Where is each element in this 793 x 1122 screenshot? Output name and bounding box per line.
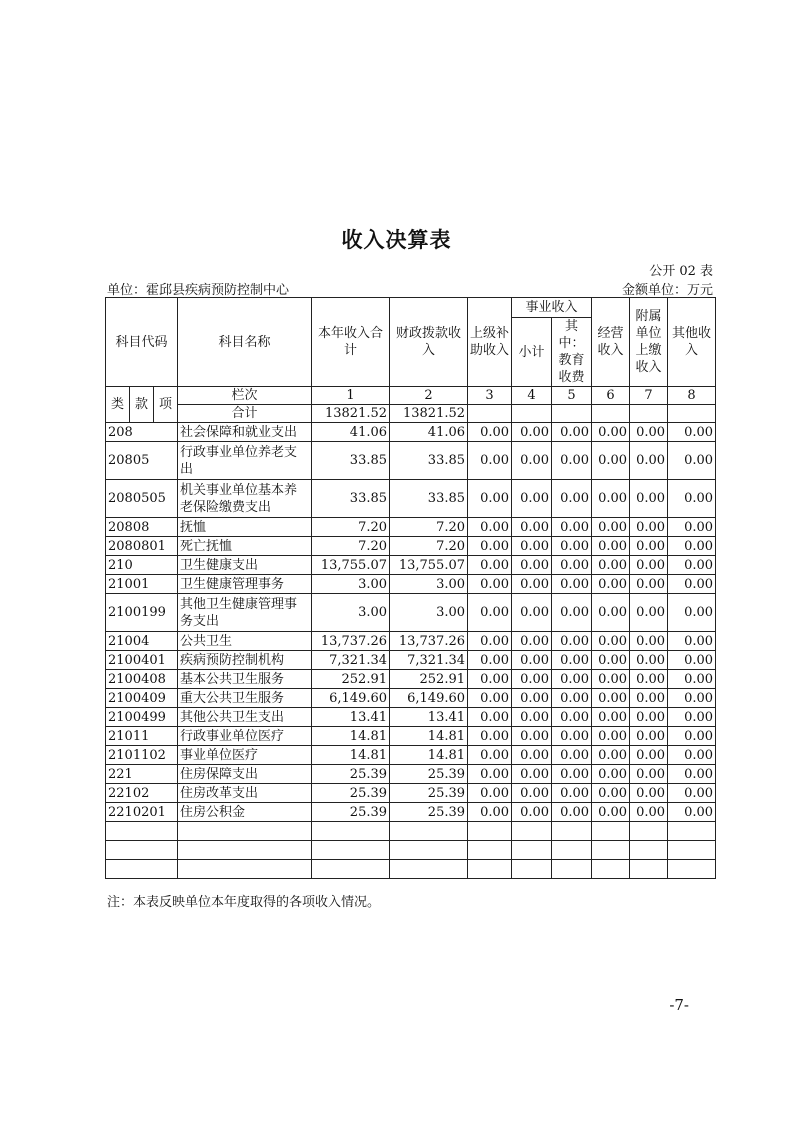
- table-row: [106, 442, 716, 480]
- row-code: 2210201: [106, 803, 178, 822]
- row-value: 0.00: [592, 537, 630, 556]
- table-row: [106, 651, 716, 670]
- empty-cell: [390, 841, 468, 860]
- empty-cell: [178, 841, 312, 860]
- row-value: 33.85: [312, 442, 390, 480]
- row-value: 14.81: [312, 727, 390, 746]
- header-business-income: 事业收入: [512, 298, 592, 318]
- row-value: 0.00: [668, 518, 716, 537]
- row-value: 0.00: [668, 708, 716, 727]
- row-value: 0.00: [630, 480, 668, 518]
- row-value: 0.00: [592, 784, 630, 803]
- column-number: 6: [592, 387, 630, 405]
- empty-cell: [106, 822, 178, 841]
- row-name: 行政事业单位医疗: [178, 727, 312, 746]
- empty-cell: [106, 841, 178, 860]
- row-name: 公共卫生: [178, 632, 312, 651]
- row-value: 0.00: [468, 556, 512, 575]
- row-value: 0.00: [630, 765, 668, 784]
- row-value: 0.00: [592, 480, 630, 518]
- row-value: 0.00: [468, 442, 512, 480]
- row-name: 住房保障支出: [178, 765, 312, 784]
- row-value: 3.00: [390, 594, 468, 632]
- row-value: 41.06: [390, 423, 468, 442]
- table-row: [106, 423, 716, 442]
- row-value: 0.00: [468, 537, 512, 556]
- row-value: 13,755.07: [312, 556, 390, 575]
- row-value: 0.00: [512, 708, 552, 727]
- empty-cell: [390, 822, 468, 841]
- empty-cell: [512, 841, 552, 860]
- row-value: 0.00: [668, 423, 716, 442]
- row-value: 0.00: [468, 746, 512, 765]
- row-value: 13.41: [312, 708, 390, 727]
- row-value: 0.00: [512, 727, 552, 746]
- empty-cell: [592, 860, 630, 879]
- row-name: 其他卫生健康管理事务支出: [178, 594, 312, 632]
- header-lei: 类: [106, 387, 130, 423]
- row-value: 0.00: [592, 632, 630, 651]
- row-value: 0.00: [668, 556, 716, 575]
- row-name: 其他公共卫生支出: [178, 708, 312, 727]
- row-value: 0.00: [630, 556, 668, 575]
- row-value: 0.00: [630, 746, 668, 765]
- row-value: 14.81: [312, 746, 390, 765]
- blank-row: [106, 860, 716, 879]
- row-value: 7.20: [390, 537, 468, 556]
- row-value: 0.00: [592, 518, 630, 537]
- row-value: 0.00: [552, 651, 592, 670]
- empty-cell: [468, 405, 512, 423]
- header-xiang: 项: [154, 387, 178, 423]
- empty-cell: [178, 822, 312, 841]
- form-number: 公开 02 表: [649, 264, 713, 279]
- column-number: 7: [630, 387, 668, 405]
- row-value: 0.00: [512, 594, 552, 632]
- row-value: 0.00: [592, 575, 630, 594]
- row-value: 0.00: [468, 632, 512, 651]
- table-row: [106, 556, 716, 575]
- row-value: 0.00: [592, 746, 630, 765]
- row-value: 0.00: [668, 594, 716, 632]
- row-value: 7,321.34: [312, 651, 390, 670]
- row-value: 0.00: [512, 423, 552, 442]
- blank-row: [106, 822, 716, 841]
- row-value: 0.00: [592, 556, 630, 575]
- row-value: 0.00: [512, 537, 552, 556]
- row-value: 13,755.07: [390, 556, 468, 575]
- row-value: 0.00: [668, 632, 716, 651]
- empty-cell: [668, 822, 716, 841]
- row-value: 7.20: [312, 537, 390, 556]
- row-value: 0.00: [512, 765, 552, 784]
- row-value: 7,321.34: [390, 651, 468, 670]
- row-value: 0.00: [630, 670, 668, 689]
- header-fiscal: 财政拨款收入: [390, 298, 468, 387]
- row-value: 0.00: [468, 708, 512, 727]
- empty-cell: [468, 822, 512, 841]
- amount-unit-label: 金额单位：万元: [621, 283, 713, 298]
- row-value: 0.00: [592, 423, 630, 442]
- empty-cell: [552, 841, 592, 860]
- row-value: 14.81: [390, 727, 468, 746]
- header-subtotal: 小计: [512, 318, 552, 387]
- table-row: [106, 746, 716, 765]
- row-value: 0.00: [552, 765, 592, 784]
- row-value: 0.00: [630, 575, 668, 594]
- row-value: 0.00: [668, 575, 716, 594]
- row-name: 事业单位医疗: [178, 746, 312, 765]
- row-code: 2080801: [106, 537, 178, 556]
- row-name: 重大公共卫生服务: [178, 689, 312, 708]
- row-value: 0.00: [630, 442, 668, 480]
- row-value: 0.00: [552, 803, 592, 822]
- row-code: 2101102: [106, 746, 178, 765]
- row-value: 0.00: [512, 518, 552, 537]
- row-value: 0.00: [592, 651, 630, 670]
- column-number: 5: [552, 387, 592, 405]
- empty-cell: [178, 860, 312, 879]
- empty-cell: [512, 405, 552, 423]
- row-value: 0.00: [552, 442, 592, 480]
- header-upper-subsidy: 上级补助收入: [468, 298, 512, 387]
- row-code: 2100499: [106, 708, 178, 727]
- row-value: 0.00: [512, 670, 552, 689]
- row-code: 21001: [106, 575, 178, 594]
- row-code: 20808: [106, 518, 178, 537]
- row-code: 2100409: [106, 689, 178, 708]
- row-value: 7.20: [312, 518, 390, 537]
- empty-cell: [312, 822, 390, 841]
- empty-cell: [468, 860, 512, 879]
- row-value: 0.00: [512, 784, 552, 803]
- row-value: 0.00: [630, 651, 668, 670]
- row-value: 0.00: [668, 442, 716, 480]
- row-value: 0.00: [512, 556, 552, 575]
- row-value: 0.00: [592, 803, 630, 822]
- row-value: 0.00: [630, 708, 668, 727]
- row-value: 0.00: [468, 803, 512, 822]
- row-value: 0.00: [468, 594, 512, 632]
- header-operating: 经营收入: [592, 298, 630, 387]
- row-value: 0.00: [512, 746, 552, 765]
- row-value: 14.81: [390, 746, 468, 765]
- row-code: 2100401: [106, 651, 178, 670]
- table-row: [106, 594, 716, 632]
- row-code: 221: [106, 765, 178, 784]
- table-row: [106, 575, 716, 594]
- row-value: 25.39: [312, 803, 390, 822]
- row-name: 疾病预防控制机构: [178, 651, 312, 670]
- row-value: 0.00: [512, 651, 552, 670]
- column-number: 2: [390, 387, 468, 405]
- empty-cell: [390, 860, 468, 879]
- empty-cell: [552, 822, 592, 841]
- row-name: 卫生健康支出: [178, 556, 312, 575]
- empty-cell: [592, 822, 630, 841]
- empty-cell: [312, 841, 390, 860]
- empty-cell: [668, 841, 716, 860]
- row-value: 0.00: [592, 670, 630, 689]
- empty-cell: [552, 405, 592, 423]
- row-value: 33.85: [312, 480, 390, 518]
- total-label: 合计: [178, 405, 312, 423]
- row-value: 0.00: [552, 784, 592, 803]
- table-row: [106, 784, 716, 803]
- income-table: [105, 297, 716, 879]
- row-value: 0.00: [552, 708, 592, 727]
- row-value: 0.00: [668, 651, 716, 670]
- row-value: 0.00: [668, 689, 716, 708]
- table-row: [106, 632, 716, 651]
- header-name: 科目名称: [178, 298, 312, 387]
- row-value: 0.00: [552, 746, 592, 765]
- empty-cell: [468, 841, 512, 860]
- header-code: 科目代码: [106, 298, 178, 387]
- row-value: 6,149.60: [390, 689, 468, 708]
- total-value: 13821.52: [312, 405, 390, 423]
- table-row: [106, 518, 716, 537]
- row-name: 社会保障和就业支出: [178, 423, 312, 442]
- header-column-index-label: 栏次: [178, 387, 312, 405]
- column-number: 8: [668, 387, 716, 405]
- row-value: 0.00: [592, 442, 630, 480]
- row-value: 3.00: [390, 575, 468, 594]
- column-number: 3: [468, 387, 512, 405]
- empty-cell: [630, 405, 668, 423]
- row-value: 41.06: [312, 423, 390, 442]
- row-value: 25.39: [390, 784, 468, 803]
- row-name: 住房改革支出: [178, 784, 312, 803]
- row-value: 33.85: [390, 442, 468, 480]
- row-value: 0.00: [592, 765, 630, 784]
- total-value: 13821.52: [390, 405, 468, 423]
- row-value: 0.00: [630, 537, 668, 556]
- row-value: 6,149.60: [312, 689, 390, 708]
- empty-cell: [312, 860, 390, 879]
- row-value: 3.00: [312, 575, 390, 594]
- page-number: -7-: [669, 996, 689, 1014]
- row-value: 0.00: [630, 594, 668, 632]
- empty-cell: [512, 822, 552, 841]
- row-value: 0.00: [512, 480, 552, 518]
- row-value: 25.39: [312, 784, 390, 803]
- row-value: 0.00: [630, 689, 668, 708]
- empty-cell: [552, 860, 592, 879]
- row-value: 25.39: [312, 765, 390, 784]
- row-name: 住房公积金: [178, 803, 312, 822]
- row-value: 0.00: [512, 689, 552, 708]
- row-value: 25.39: [390, 765, 468, 784]
- row-value: 7.20: [390, 518, 468, 537]
- row-value: 0.00: [552, 518, 592, 537]
- row-value: 0.00: [552, 480, 592, 518]
- row-code: 20805: [106, 442, 178, 480]
- row-value: 0.00: [668, 480, 716, 518]
- empty-cell: [668, 405, 716, 423]
- row-value: 0.00: [592, 689, 630, 708]
- table-row: [106, 727, 716, 746]
- row-name: 行政事业单位养老支出: [178, 442, 312, 480]
- empty-cell: [512, 860, 552, 879]
- row-value: 0.00: [552, 594, 592, 632]
- table-row: [106, 537, 716, 556]
- row-code: 22102: [106, 784, 178, 803]
- row-value: 252.91: [312, 670, 390, 689]
- row-value: 13,737.26: [312, 632, 390, 651]
- row-value: 0.00: [512, 803, 552, 822]
- row-value: 0.00: [468, 727, 512, 746]
- row-value: 0.00: [630, 423, 668, 442]
- empty-cell: [668, 860, 716, 879]
- row-value: 0.00: [668, 784, 716, 803]
- row-value: 0.00: [630, 784, 668, 803]
- row-value: 0.00: [668, 727, 716, 746]
- column-number: 4: [512, 387, 552, 405]
- row-code: 2100199: [106, 594, 178, 632]
- row-value: 25.39: [390, 803, 468, 822]
- row-value: 0.00: [668, 746, 716, 765]
- row-name: 机关事业单位基本养老保险缴费支出: [178, 480, 312, 518]
- header-total-income: 本年收入合计: [312, 298, 390, 387]
- table-row: [106, 708, 716, 727]
- row-value: 0.00: [552, 632, 592, 651]
- empty-cell: [630, 822, 668, 841]
- row-value: 0.00: [592, 594, 630, 632]
- table-row: [106, 480, 716, 518]
- row-value: 13,737.26: [390, 632, 468, 651]
- empty-cell: [592, 405, 630, 423]
- row-name: 死亡抚恤: [178, 537, 312, 556]
- row-value: 0.00: [552, 537, 592, 556]
- row-value: 0.00: [630, 803, 668, 822]
- header-edu-fee: 其中：教育收费: [552, 318, 592, 387]
- row-value: 3.00: [312, 594, 390, 632]
- row-value: 0.00: [468, 423, 512, 442]
- row-value: 0.00: [512, 442, 552, 480]
- table-row: [106, 670, 716, 689]
- row-value: 0.00: [552, 727, 592, 746]
- empty-cell: [106, 860, 178, 879]
- row-value: 0.00: [468, 575, 512, 594]
- row-value: 0.00: [552, 670, 592, 689]
- row-value: 13.41: [390, 708, 468, 727]
- row-value: 0.00: [668, 670, 716, 689]
- row-code: 2080505: [106, 480, 178, 518]
- row-code: 2100408: [106, 670, 178, 689]
- unit-label: 单位：霍邱县疾病预防控制中心: [107, 283, 290, 298]
- row-value: 0.00: [468, 670, 512, 689]
- row-value: 0.00: [512, 575, 552, 594]
- blank-row: [106, 841, 716, 860]
- row-value: 0.00: [468, 784, 512, 803]
- row-value: 0.00: [592, 727, 630, 746]
- row-value: 0.00: [468, 689, 512, 708]
- row-value: 0.00: [512, 632, 552, 651]
- row-value: 0.00: [552, 689, 592, 708]
- row-value: 0.00: [552, 575, 592, 594]
- row-name: 抚恤: [178, 518, 312, 537]
- row-code: 210: [106, 556, 178, 575]
- row-value: 33.85: [390, 480, 468, 518]
- row-value: 0.00: [552, 556, 592, 575]
- row-value: 0.00: [592, 708, 630, 727]
- header-other: 其他收入: [668, 298, 716, 387]
- footnote: 注：本表反映单位本年度取得的各项收入情况。: [107, 895, 381, 910]
- row-value: 0.00: [468, 480, 512, 518]
- row-name: 卫生健康管理事务: [178, 575, 312, 594]
- empty-cell: [592, 841, 630, 860]
- row-value: 0.00: [468, 518, 512, 537]
- row-value: 0.00: [630, 518, 668, 537]
- row-value: 0.00: [630, 632, 668, 651]
- row-name: 基本公共卫生服务: [178, 670, 312, 689]
- table-row: [106, 803, 716, 822]
- header-affiliated: 附属单位上缴收入: [630, 298, 668, 387]
- header-kuan: 款: [130, 387, 154, 423]
- empty-cell: [630, 860, 668, 879]
- row-value: 0.00: [468, 651, 512, 670]
- row-value: 0.00: [668, 537, 716, 556]
- row-value: 0.00: [668, 765, 716, 784]
- row-value: 252.91: [390, 670, 468, 689]
- empty-cell: [630, 841, 668, 860]
- row-value: 0.00: [468, 765, 512, 784]
- row-code: 208: [106, 423, 178, 442]
- row-value: 0.00: [630, 727, 668, 746]
- row-code: 21004: [106, 632, 178, 651]
- row-value: 0.00: [668, 803, 716, 822]
- document-title: 收入决算表: [341, 228, 452, 252]
- table-row: [106, 765, 716, 784]
- row-value: 0.00: [552, 423, 592, 442]
- column-number: 1: [312, 387, 390, 405]
- row-code: 21011: [106, 727, 178, 746]
- table-row: [106, 689, 716, 708]
